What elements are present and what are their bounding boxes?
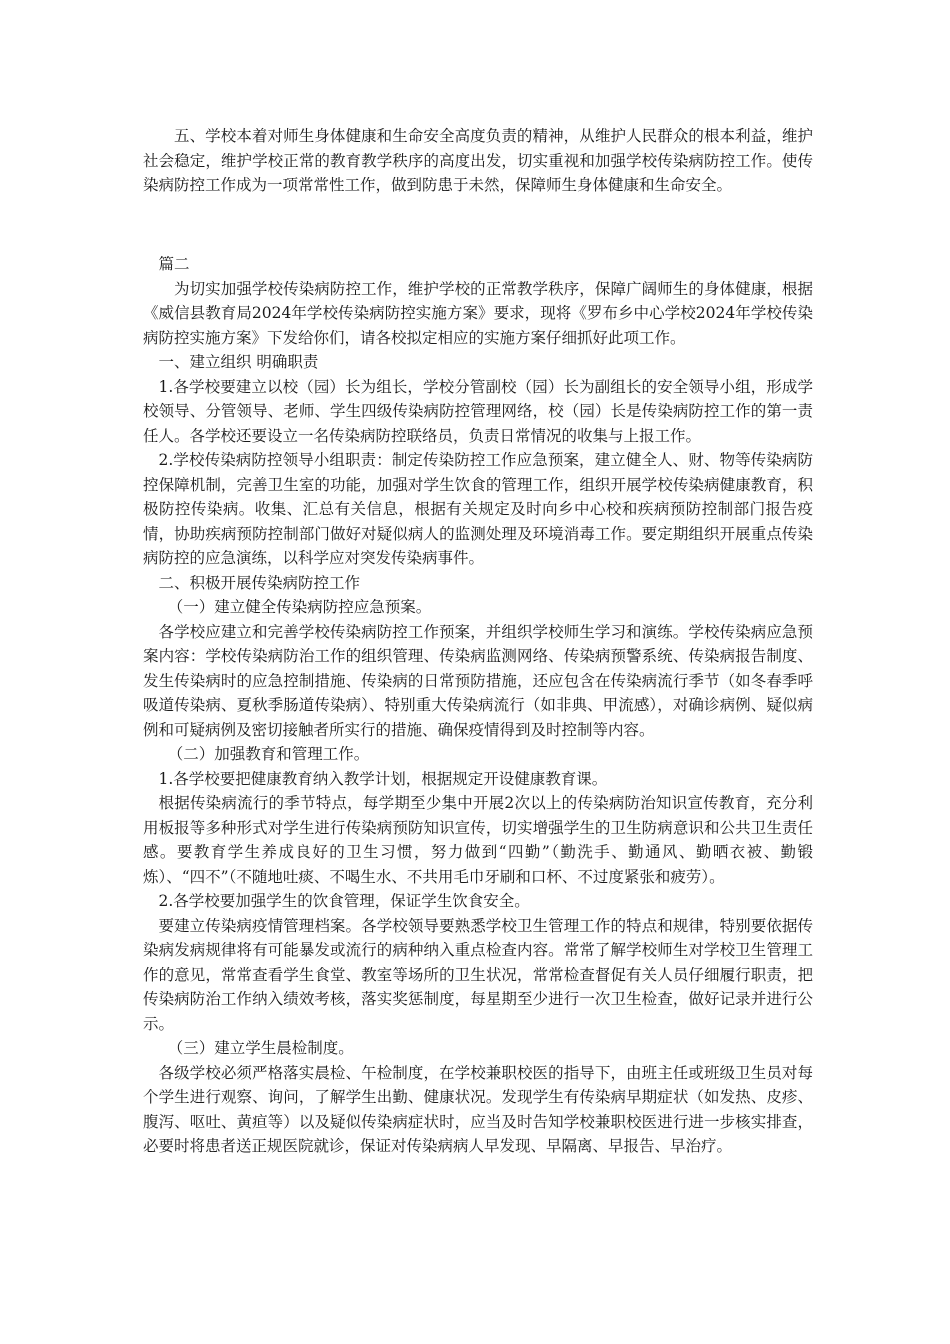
- paragraph-epidemic-records: 要建立传染病疫情管理档案。各学校领导要熟悉学校卫生管理工作的特点和规律，特别要依据传染病发病规律将有可能暴发或流行的病种纳入重点检查内容。常常了解学校师生对学校卫生管理工作的意见，常常查看学生食堂、教室等场所的卫生状况，常常检查督促有关人员仔细履行职责，把传染病防治工作纳入绩效考核，落实奖惩制度，每星期至少进行一次卫生检查，做好记录并进行公示。: [143, 916, 813, 1033]
- section-five-paragraph: 五、学校本着对师生身体健康和生命安全高度负责的精神，从维护人民群众的根本利益，维护社会稳定，维护学校正常的教育教学秩序的高度出发，切实重视和加强学校传染病防控工作。使传染病防控工作成为一项常常性工作，做到防患于未然，保障师生身体健康和生命安全。: [143, 127, 813, 194]
- part-two: [143, 252, 813, 1159]
- subheading-morning-check: （三）建立学生晨检制度。: [167, 1039, 354, 1057]
- intro-paragraph: 为切实加强学校传染病防控工作，维护学校的正常教学秩序，保障广阔师生的身体健康，根据《威信县教育局2024年学校传染病防控实施方案》要求，现将《罗布乡中心学校2024年学校传染病防控实施方案》下发给你们，请各校拟定相应的实施方案仔细抓好此项工作。: [143, 279, 813, 347]
- paragraph-emergency-plan: 各学校应建立和完善学校传染病防控工作预案，并组织学校师生学习和演练。学校传染病应急预案内容：学校传染病防治工作的组织管理、传染病监测网络、传染病预警系统、传染病报告制度、发生传染病时的应急控制措施、传染病的日常预防措施，还应包含在传染病流行季节（如冬春季呼吸道传染病、夏秋季肠道传染病）、特别重大传染病流行（如非典、甲流感），对确诊病例、疑似病例和可疑病例及密切接触者所实行的措施、确保疫情得到及时控制等内容。: [143, 622, 813, 739]
- paragraph-group-duties: 2.学校传染病防控领导小组职责：制定传染防控工作应急预案，建立健全人、财、物等传染病防控保障机制，完善卫生室的功能，加强对学生饮食的管理工作，组织开展学校传染病健康教育，积极防控传染病。收集、汇总有关信息，根据有关规定及时向乡中心校和疾病预防控制部门报告疫情，协助疾病预防控制部门做好对疑似病人的监测处理及环境消毒工作。要定期组织开展重点传染病防控的应急演练，以科学应对突发传染病事件。: [143, 451, 813, 567]
- paragraph-seasonal-education: 根据传染病流行的季节特点，每学期至少集中开展2次以上的传染病防治知识宣传教育，充分利用板报等多种形式对学生进行传染病预防知识宣传，切实增强学生的卫生防病意识和公共卫生责任感。要教育学生养成良好的卫生习惯，努力做到“四勤”（勤洗手、勤通风、勤晒衣被、勤锻炼）、“四不”（不随地吐痰、不喝生水、不共用毛巾牙刷和口杯、不过度紧张和疲劳）。: [143, 794, 813, 886]
- section-five: [143, 124, 813, 198]
- paragraph-leadership-group: 1.各学校要建立以校（园）长为组长，学校分管副校（园）长为副组长的安全领导小组，形成学校领导、分管领导、老师、学生四级传染病防控管理网络，校（园）长是传染病防控工作的第一责任人。各学校还要设立一名传染病防控联络员，负责日常情况的收集与上报工作。: [143, 377, 813, 445]
- paragraph-health-curriculum: 1.各学校要把健康教育纳入教学计划，根据规定开设健康教育课。: [158, 769, 608, 788]
- paragraph-morning-check: 各级学校必须严格落实晨检、午检制度，在学校兼职校医的指导下，由班主任或班级卫生员对每个学生进行观察、询问，了解学生出勤、健康状况。发现学生有传染病早期症状（如发热、皮疹、腹泻、呕吐、黄疸等）以及疑似传染病症状时，应当及时告知学校兼职校医进行进一步核实排查，必要时将患者送正规医院就诊，保证对传染病病人早发现、早隔离、早报告、早治疗。: [143, 1063, 813, 1155]
- paragraph-food-safety: 2.各学校要加强学生的饮食管理，保证学生饮食安全。: [158, 892, 530, 910]
- subheading-education-management: （二）加强教育和管理工作。: [167, 745, 370, 763]
- heading-prevention-work: 二、积极开展传染病防控工作: [158, 573, 361, 592]
- subheading-emergency-plan: （一）建立健全传染病防控应急预案。: [167, 598, 432, 616]
- heading-organization: 一、建立组织 明确职责: [158, 353, 319, 371]
- part-two-title: 篇二: [158, 255, 190, 273]
